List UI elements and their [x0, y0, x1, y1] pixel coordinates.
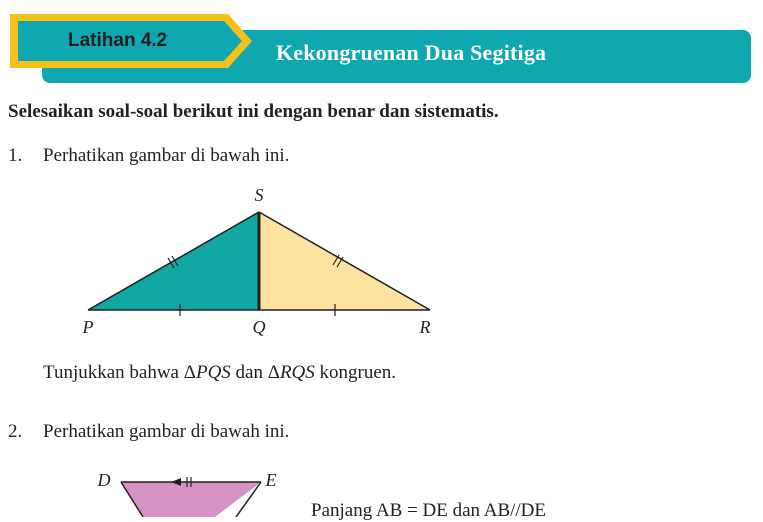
trapezoid-de: [121, 482, 261, 517]
side-sr: [259, 212, 430, 310]
side-ps: [88, 212, 259, 310]
side-e-right: [236, 482, 261, 517]
instruction-text: Selesaikan soal-soal berikut ini dengan benar dan sistematis.: [8, 101, 499, 122]
tick-ps-1: [168, 258, 174, 268]
section-tag-label: Latihan 4.2: [68, 30, 168, 51]
vertex-label-q: Q: [252, 317, 266, 337]
vertex-label-r: R: [419, 317, 431, 337]
tick-sr-2: [337, 257, 343, 267]
question-2-text: Perhatikan gambar di bawah ini.: [43, 421, 290, 442]
section-title: Kekongruenan Dua Segitiga: [276, 40, 547, 65]
parallel-arrow-de: [171, 478, 181, 486]
question-1-statement: Tunjukkan bahwa ΔPQS dan ΔRQS kongruen.: [43, 362, 397, 383]
question-1-text: Perhatikan gambar di bawah ini.: [43, 145, 290, 166]
vertex-label-p: P: [82, 317, 94, 337]
tick-ps-2: [172, 256, 178, 266]
side-d-left: [121, 482, 143, 517]
vertex-label-s: S: [254, 185, 264, 205]
tick-sr-1: [333, 255, 339, 265]
triangle-rqs: [259, 212, 430, 310]
question-1-number: 1.: [8, 145, 23, 166]
question-2-note: Panjang AB = DE dan AB//DE: [311, 500, 547, 521]
vertex-label-e: E: [265, 470, 277, 490]
vertex-label-d: D: [97, 470, 111, 490]
triangle-pqs: [88, 212, 259, 310]
question-2-number: 2.: [8, 421, 23, 442]
